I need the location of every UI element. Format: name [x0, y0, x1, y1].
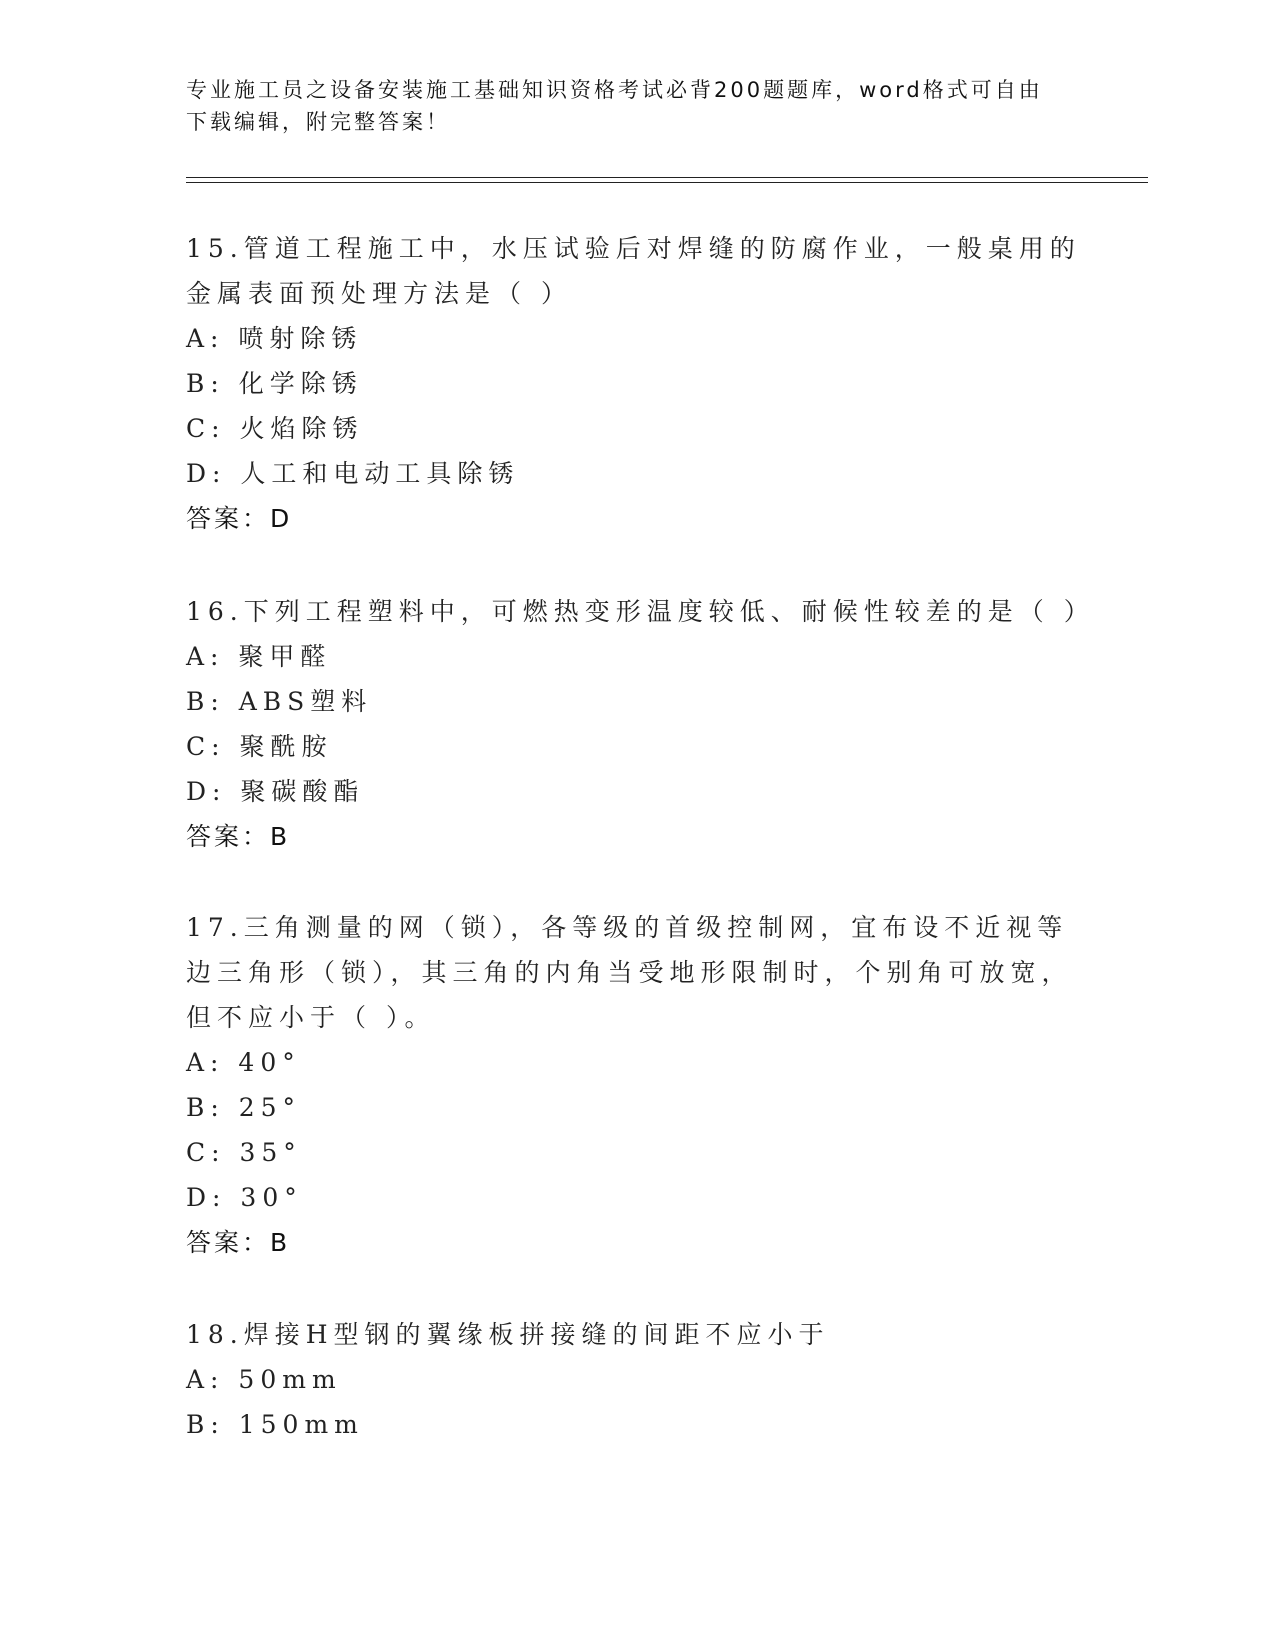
option-c: C: 火焰除锈: [186, 414, 364, 443]
header-divider-top: [186, 177, 1148, 178]
option-d: D: 30°: [186, 1183, 303, 1212]
question-17: [186, 905, 1086, 1265]
question-16: [186, 589, 1095, 859]
header-divider-bottom: [186, 182, 1148, 183]
option-c: C: 35°: [186, 1138, 302, 1167]
option-b: B: 25°: [186, 1093, 302, 1122]
option-d: D: 聚碳酸酯: [186, 777, 365, 806]
option-d: D: 人工和电动工具除锈: [186, 459, 520, 488]
answer-line: 答案：B: [186, 1228, 291, 1257]
answer-line: 答案：D: [186, 504, 293, 533]
option-a: A: 聚甲醛: [186, 642, 332, 671]
option-b: B: 化学除锈: [186, 369, 363, 398]
option-b: B: ABS塑料: [186, 687, 373, 716]
option-c: C: 聚酰胺: [186, 732, 333, 761]
option-a: A: 喷射除锈: [186, 324, 363, 353]
question-15: [186, 226, 1086, 541]
question-stem: 15.管道工程施工中，水压试验后对焊缝的防腐作业，一般桌用的金属表面预处理方法是（ ）: [186, 234, 1081, 308]
document-intro: 专业施工员之设备安装施工基础知识资格考试必背200题题库，word格式可自由下载编辑，附完整答案！: [186, 78, 1043, 134]
option-b: B: 150mm: [186, 1410, 364, 1439]
answer-line: 答案：B: [186, 822, 291, 851]
question-stem: 17.三角测量的网（锁），各等级的首级控制网，宜布设不近视等边三角形（锁），其三角的内角当受地形限制时，个别角可放宽，但不应小于（ ）。: [186, 913, 1073, 1032]
question-18: [186, 1312, 1086, 1447]
question-stem: 16.下列工程塑料中，可燃热变形温度较低、耐候性较差的是（ ）: [186, 597, 1095, 626]
question-stem: 18.焊接H型钢的翼缘板拼接缝的间距不应小于: [186, 1320, 830, 1349]
option-a: A: 40°: [186, 1048, 301, 1077]
option-a: A: 50mm: [186, 1365, 342, 1394]
